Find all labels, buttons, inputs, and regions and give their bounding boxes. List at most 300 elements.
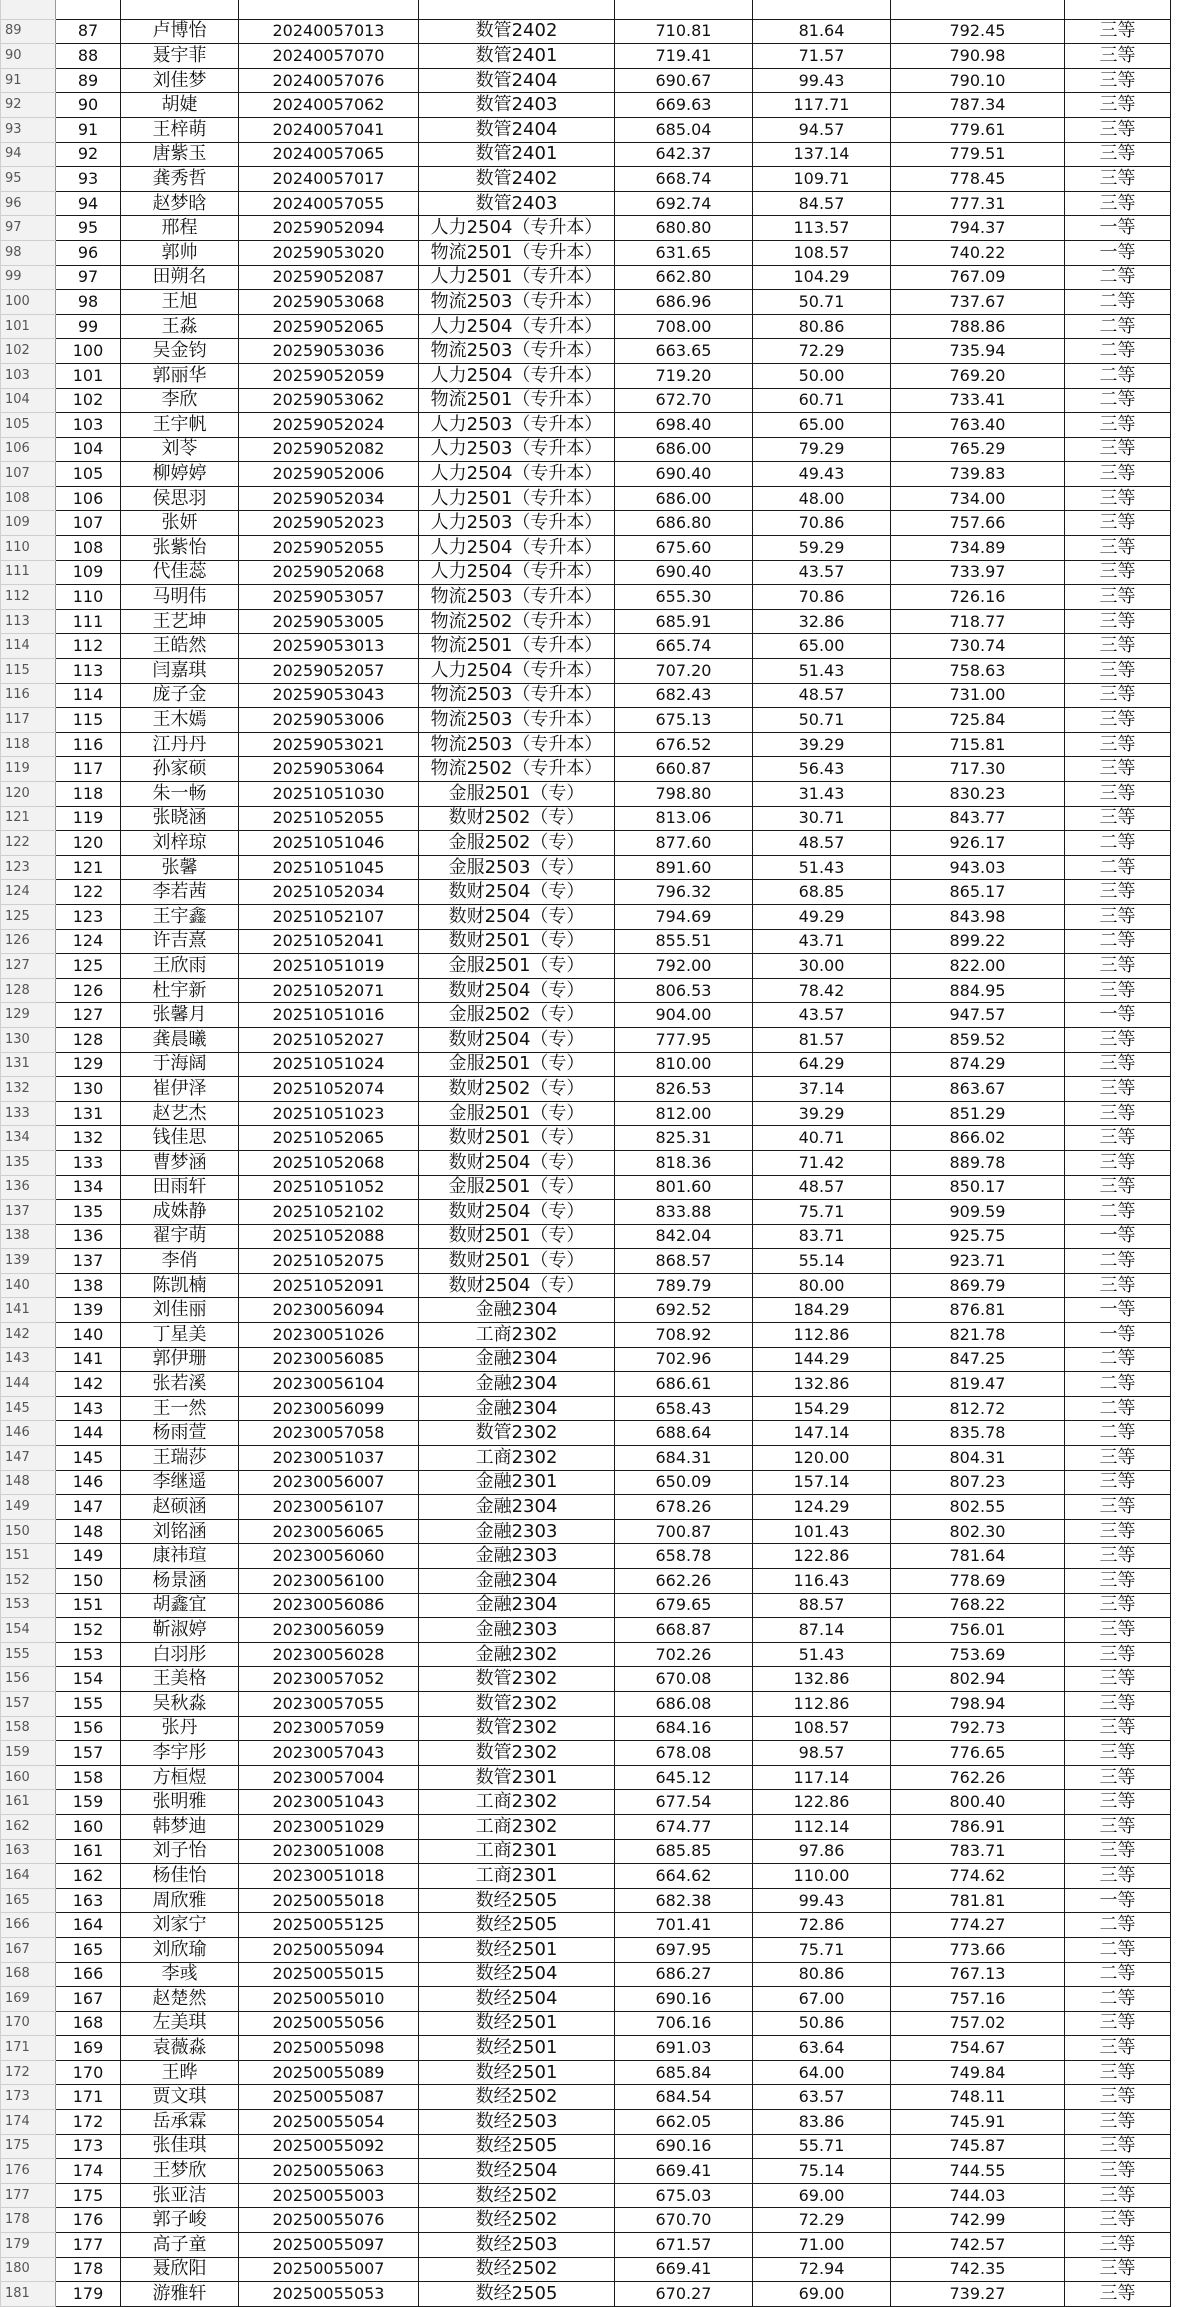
empty-cell[interactable] [1171, 1495, 1201, 1520]
row-header[interactable]: 139 [1, 1249, 56, 1274]
total-cell[interactable]: 749.84 [891, 2060, 1065, 2085]
total-cell[interactable]: 947.57 [891, 1003, 1065, 1028]
name-cell[interactable]: 王艺坤 [121, 609, 239, 634]
table-row[interactable] [1, 462, 1201, 487]
empty-cell[interactable] [1171, 1691, 1201, 1716]
student-id-cell[interactable]: 20251052074 [239, 1077, 419, 1102]
class-cell[interactable]: 工商2302 [419, 1814, 615, 1839]
serial-cell[interactable]: 174 [56, 2159, 121, 2184]
total-cell[interactable]: 757.66 [891, 511, 1065, 536]
class-cell[interactable]: 数经2504 [419, 1962, 615, 1987]
serial-cell[interactable]: 96 [56, 240, 121, 265]
class-cell[interactable]: 金融2302 [419, 1642, 615, 1667]
table-row[interactable] [1, 388, 1201, 413]
grade-cell[interactable]: 三等 [1065, 806, 1171, 831]
total-cell[interactable]: 774.62 [891, 1864, 1065, 1889]
empty-cell[interactable] [1171, 437, 1201, 462]
grade-cell[interactable]: 三等 [1065, 462, 1171, 487]
table-row[interactable] [1, 2159, 1201, 2184]
total-cell[interactable]: 744.55 [891, 2159, 1065, 2184]
score-a-cell[interactable]: 691.03 [615, 2036, 753, 2061]
grade-cell[interactable]: 三等 [1065, 1618, 1171, 1643]
total-cell[interactable]: 730.74 [891, 634, 1065, 659]
score-a-cell[interactable]: 684.31 [615, 1446, 753, 1471]
grade-cell[interactable]: 二等 [1065, 1987, 1171, 2012]
class-cell[interactable]: 数经2502 [419, 2257, 615, 2282]
grade-cell[interactable]: 三等 [1065, 2159, 1171, 2184]
cell[interactable] [615, 0, 753, 19]
serial-cell[interactable]: 110 [56, 585, 121, 610]
table-row[interactable] [1, 2110, 1201, 2135]
empty-cell[interactable] [1171, 2183, 1201, 2208]
grade-cell[interactable]: 三等 [1065, 44, 1171, 69]
total-cell[interactable]: 726.16 [891, 585, 1065, 610]
table-row[interactable] [1, 1888, 1201, 1913]
grade-cell[interactable]: 三等 [1065, 437, 1171, 462]
table-row[interactable] [1, 1347, 1201, 1372]
table-row[interactable] [1, 1003, 1201, 1028]
row-header[interactable]: 148 [1, 1470, 56, 1495]
row-header[interactable]: 102 [1, 339, 56, 364]
class-cell[interactable]: 工商2301 [419, 1864, 615, 1889]
student-id-cell[interactable]: 20259053020 [239, 240, 419, 265]
grade-cell[interactable]: 二等 [1065, 363, 1171, 388]
score-b-cell[interactable]: 71.00 [753, 2233, 891, 2258]
row-header[interactable]: 177 [1, 2183, 56, 2208]
empty-cell[interactable] [1171, 265, 1201, 290]
class-cell[interactable]: 数管2404 [419, 117, 615, 142]
row-header[interactable]: 163 [1, 1839, 56, 1864]
score-a-cell[interactable]: 702.26 [615, 1642, 753, 1667]
cell[interactable] [419, 0, 615, 19]
name-cell[interactable]: 刘梓琼 [121, 831, 239, 856]
grade-cell[interactable]: 三等 [1065, 2085, 1171, 2110]
grade-cell[interactable]: 三等 [1065, 1741, 1171, 1766]
score-b-cell[interactable]: 43.57 [753, 1003, 891, 1028]
row-header[interactable]: 147 [1, 1446, 56, 1471]
name-cell[interactable]: 杨佳怡 [121, 1864, 239, 1889]
row-header[interactable]: 133 [1, 1101, 56, 1126]
name-cell[interactable]: 岳承霖 [121, 2110, 239, 2135]
score-b-cell[interactable]: 112.86 [753, 1691, 891, 1716]
empty-cell[interactable] [1171, 536, 1201, 561]
row-header[interactable]: 128 [1, 978, 56, 1003]
empty-cell[interactable] [1171, 142, 1201, 167]
score-a-cell[interactable]: 674.77 [615, 1814, 753, 1839]
name-cell[interactable]: 贾文琪 [121, 2085, 239, 2110]
grade-cell[interactable]: 二等 [1065, 314, 1171, 339]
total-cell[interactable]: 869.79 [891, 1273, 1065, 1298]
class-cell[interactable]: 数财2501（专） [419, 1224, 615, 1249]
table-row[interactable] [1, 1027, 1201, 1052]
score-b-cell[interactable]: 39.29 [753, 732, 891, 757]
table-row[interactable] [1, 1150, 1201, 1175]
row-header[interactable]: 122 [1, 831, 56, 856]
score-b-cell[interactable]: 108.57 [753, 240, 891, 265]
class-cell[interactable]: 数财2504（专） [419, 1200, 615, 1225]
score-a-cell[interactable]: 842.04 [615, 1224, 753, 1249]
empty-cell[interactable] [1171, 2134, 1201, 2159]
class-cell[interactable]: 数管2302 [419, 1691, 615, 1716]
total-cell[interactable]: 757.02 [891, 2011, 1065, 2036]
grade-cell[interactable]: 三等 [1065, 68, 1171, 93]
class-cell[interactable]: 人力2501（专升本） [419, 265, 615, 290]
class-cell[interactable]: 人力2504（专升本） [419, 462, 615, 487]
student-id-cell[interactable]: 20251051019 [239, 954, 419, 979]
class-cell[interactable]: 金服2501（专） [419, 1052, 615, 1077]
table-row[interactable] [1, 683, 1201, 708]
row-header[interactable]: 149 [1, 1495, 56, 1520]
score-b-cell[interactable]: 75.71 [753, 1200, 891, 1225]
score-b-cell[interactable]: 40.71 [753, 1126, 891, 1151]
name-cell[interactable]: 朱一畅 [121, 782, 239, 807]
empty-cell[interactable] [1171, 1126, 1201, 1151]
grade-cell[interactable]: 三等 [1065, 1642, 1171, 1667]
score-a-cell[interactable]: 710.81 [615, 19, 753, 44]
student-id-cell[interactable]: 20240057055 [239, 191, 419, 216]
student-id-cell[interactable]: 20251052071 [239, 978, 419, 1003]
score-b-cell[interactable]: 113.57 [753, 216, 891, 241]
table-row[interactable] [1, 2233, 1201, 2258]
total-cell[interactable]: 786.91 [891, 1814, 1065, 1839]
serial-cell[interactable]: 126 [56, 978, 121, 1003]
score-b-cell[interactable]: 72.94 [753, 2257, 891, 2282]
grade-cell[interactable]: 二等 [1065, 1962, 1171, 1987]
serial-cell[interactable]: 106 [56, 486, 121, 511]
empty-cell[interactable] [1171, 1323, 1201, 1348]
student-id-cell[interactable]: 20250055018 [239, 1888, 419, 1913]
table-row[interactable] [1, 659, 1201, 684]
score-b-cell[interactable]: 70.86 [753, 585, 891, 610]
serial-cell[interactable]: 173 [56, 2134, 121, 2159]
score-a-cell[interactable]: 692.74 [615, 191, 753, 216]
student-id-cell[interactable]: 20230056065 [239, 1519, 419, 1544]
empty-cell[interactable] [1171, 191, 1201, 216]
grade-cell[interactable]: 三等 [1065, 1839, 1171, 1864]
score-a-cell[interactable]: 677.54 [615, 1790, 753, 1815]
empty-cell[interactable] [1171, 1839, 1201, 1864]
class-cell[interactable]: 物流2503（专升本） [419, 339, 615, 364]
name-cell[interactable]: 李俏 [121, 1249, 239, 1274]
table-row[interactable] [1, 1101, 1201, 1126]
row-header[interactable]: 127 [1, 954, 56, 979]
score-b-cell[interactable]: 132.86 [753, 1667, 891, 1692]
total-cell[interactable]: 925.75 [891, 1224, 1065, 1249]
empty-cell[interactable] [1171, 167, 1201, 192]
class-cell[interactable]: 工商2301 [419, 1839, 615, 1864]
name-cell[interactable]: 闫嘉琪 [121, 659, 239, 684]
score-a-cell[interactable]: 685.85 [615, 1839, 753, 1864]
serial-cell[interactable]: 99 [56, 314, 121, 339]
score-b-cell[interactable]: 43.71 [753, 929, 891, 954]
student-id-cell[interactable]: 20251051046 [239, 831, 419, 856]
grade-cell[interactable]: 三等 [1065, 2208, 1171, 2233]
serial-cell[interactable]: 167 [56, 1987, 121, 2012]
score-b-cell[interactable]: 122.86 [753, 1544, 891, 1569]
empty-cell[interactable] [1171, 1987, 1201, 2012]
score-a-cell[interactable]: 708.00 [615, 314, 753, 339]
table-row[interactable] [1, 978, 1201, 1003]
empty-cell[interactable] [1171, 2110, 1201, 2135]
table-row[interactable] [1, 904, 1201, 929]
row-header[interactable]: 174 [1, 2110, 56, 2135]
serial-cell[interactable]: 124 [56, 929, 121, 954]
row-header[interactable]: 99 [1, 265, 56, 290]
score-a-cell[interactable]: 855.51 [615, 929, 753, 954]
student-id-cell[interactable]: 20230056086 [239, 1593, 419, 1618]
table-row[interactable] [1, 2183, 1201, 2208]
score-b-cell[interactable]: 83.86 [753, 2110, 891, 2135]
table-row[interactable] [1, 413, 1201, 438]
empty-cell[interactable] [1171, 2208, 1201, 2233]
score-b-cell[interactable]: 112.86 [753, 1323, 891, 1348]
score-a-cell[interactable]: 672.70 [615, 388, 753, 413]
name-cell[interactable]: 曹梦涵 [121, 1150, 239, 1175]
empty-cell[interactable] [1171, 1249, 1201, 1274]
serial-cell[interactable]: 179 [56, 2282, 121, 2307]
score-a-cell[interactable]: 655.30 [615, 585, 753, 610]
table-row[interactable] [1, 511, 1201, 536]
student-id-cell[interactable]: 20250055007 [239, 2257, 419, 2282]
class-cell[interactable]: 金融2304 [419, 1396, 615, 1421]
row-header[interactable]: 104 [1, 388, 56, 413]
class-cell[interactable]: 数经2502 [419, 2085, 615, 2110]
class-cell[interactable]: 人力2504（专升本） [419, 363, 615, 388]
score-a-cell[interactable]: 631.65 [615, 240, 753, 265]
table-row-partial[interactable] [1, 0, 1201, 19]
student-id-cell[interactable]: 20251051016 [239, 1003, 419, 1028]
score-a-cell[interactable]: 675.60 [615, 536, 753, 561]
name-cell[interactable]: 庞子金 [121, 683, 239, 708]
class-cell[interactable]: 金融2304 [419, 1569, 615, 1594]
total-cell[interactable]: 792.73 [891, 1716, 1065, 1741]
score-a-cell[interactable]: 826.53 [615, 1077, 753, 1102]
student-id-cell[interactable]: 20240057062 [239, 93, 419, 118]
empty-cell[interactable] [1171, 1150, 1201, 1175]
score-a-cell[interactable]: 690.16 [615, 1987, 753, 2012]
student-id-cell[interactable]: 20230056060 [239, 1544, 419, 1569]
student-id-cell[interactable]: 20259053006 [239, 708, 419, 733]
empty-cell[interactable] [1171, 634, 1201, 659]
student-id-cell[interactable]: 20230056099 [239, 1396, 419, 1421]
name-cell[interactable]: 张明雅 [121, 1790, 239, 1815]
grade-cell[interactable]: 三等 [1065, 1691, 1171, 1716]
student-id-cell[interactable]: 20230051026 [239, 1323, 419, 1348]
score-b-cell[interactable]: 67.00 [753, 1987, 891, 2012]
score-a-cell[interactable]: 806.53 [615, 978, 753, 1003]
name-cell[interactable]: 刘佳丽 [121, 1298, 239, 1323]
score-a-cell[interactable]: 698.40 [615, 413, 753, 438]
serial-cell[interactable]: 153 [56, 1642, 121, 1667]
row-header[interactable]: 94 [1, 142, 56, 167]
serial-cell[interactable]: 111 [56, 609, 121, 634]
student-id-cell[interactable]: 20250055098 [239, 2036, 419, 2061]
class-cell[interactable]: 金融2303 [419, 1618, 615, 1643]
total-cell[interactable]: 876.81 [891, 1298, 1065, 1323]
grade-cell[interactable]: 三等 [1065, 1593, 1171, 1618]
total-cell[interactable]: 758.63 [891, 659, 1065, 684]
student-id-cell[interactable]: 20240057017 [239, 167, 419, 192]
name-cell[interactable]: 刘家宁 [121, 1913, 239, 1938]
row-header[interactable]: 106 [1, 437, 56, 462]
row-header[interactable]: 105 [1, 413, 56, 438]
table-row[interactable] [1, 708, 1201, 733]
row-header[interactable]: 172 [1, 2060, 56, 2085]
score-a-cell[interactable]: 719.20 [615, 363, 753, 388]
name-cell[interactable]: 王旭 [121, 290, 239, 315]
name-cell[interactable]: 陈凯楠 [121, 1273, 239, 1298]
total-cell[interactable]: 874.29 [891, 1052, 1065, 1077]
score-b-cell[interactable]: 64.00 [753, 2060, 891, 2085]
grade-cell[interactable]: 三等 [1065, 1470, 1171, 1495]
row-header[interactable]: 169 [1, 1987, 56, 2012]
score-b-cell[interactable]: 184.29 [753, 1298, 891, 1323]
row-header[interactable]: 142 [1, 1323, 56, 1348]
total-cell[interactable]: 790.10 [891, 68, 1065, 93]
grade-cell[interactable]: 三等 [1065, 904, 1171, 929]
class-cell[interactable]: 数财2504（专） [419, 880, 615, 905]
score-a-cell[interactable]: 794.69 [615, 904, 753, 929]
row-header[interactable]: 96 [1, 191, 56, 216]
table-row[interactable] [1, 634, 1201, 659]
name-cell[interactable]: 王一然 [121, 1396, 239, 1421]
grade-cell[interactable]: 三等 [1065, 2282, 1171, 2307]
total-cell[interactable]: 767.13 [891, 1962, 1065, 1987]
serial-cell[interactable]: 119 [56, 806, 121, 831]
empty-cell[interactable] [1171, 2011, 1201, 2036]
student-id-cell[interactable]: 20251052027 [239, 1027, 419, 1052]
student-id-cell[interactable]: 20251052055 [239, 806, 419, 831]
total-cell[interactable]: 734.00 [891, 486, 1065, 511]
score-a-cell[interactable]: 719.41 [615, 44, 753, 69]
row-header[interactable]: 135 [1, 1150, 56, 1175]
table-row[interactable] [1, 265, 1201, 290]
table-row[interactable] [1, 1224, 1201, 1249]
student-id-cell[interactable]: 20230051043 [239, 1790, 419, 1815]
name-cell[interactable]: 王瑞莎 [121, 1446, 239, 1471]
empty-cell[interactable] [1171, 1298, 1201, 1323]
serial-cell[interactable]: 141 [56, 1347, 121, 1372]
table-row[interactable] [1, 1864, 1201, 1889]
name-cell[interactable]: 田朔名 [121, 265, 239, 290]
class-cell[interactable]: 人力2503（专升本） [419, 511, 615, 536]
score-a-cell[interactable]: 700.87 [615, 1519, 753, 1544]
score-a-cell[interactable]: 707.20 [615, 659, 753, 684]
class-cell[interactable]: 数经2503 [419, 2233, 615, 2258]
student-id-cell[interactable]: 20230057043 [239, 1741, 419, 1766]
total-cell[interactable]: 926.17 [891, 831, 1065, 856]
grade-cell[interactable]: 三等 [1065, 757, 1171, 782]
name-cell[interactable]: 郭帅 [121, 240, 239, 265]
table-row[interactable] [1, 167, 1201, 192]
score-a-cell[interactable]: 810.00 [615, 1052, 753, 1077]
serial-cell[interactable]: 145 [56, 1446, 121, 1471]
score-b-cell[interactable]: 117.14 [753, 1765, 891, 1790]
serial-cell[interactable]: 137 [56, 1249, 121, 1274]
name-cell[interactable]: 柳婷婷 [121, 462, 239, 487]
grade-cell[interactable]: 三等 [1065, 954, 1171, 979]
name-cell[interactable]: 崔伊泽 [121, 1077, 239, 1102]
serial-cell[interactable]: 100 [56, 339, 121, 364]
class-cell[interactable]: 金服2501（专） [419, 782, 615, 807]
serial-cell[interactable]: 122 [56, 880, 121, 905]
table-row[interactable] [1, 1298, 1201, 1323]
class-cell[interactable]: 数经2505 [419, 1888, 615, 1913]
empty-cell[interactable] [1171, 1962, 1201, 1987]
serial-cell[interactable]: 125 [56, 954, 121, 979]
row-header[interactable] [1, 0, 56, 19]
score-b-cell[interactable]: 68.85 [753, 880, 891, 905]
student-id-cell[interactable]: 20259053005 [239, 609, 419, 634]
empty-cell[interactable] [1171, 855, 1201, 880]
class-cell[interactable]: 人力2504（专升本） [419, 314, 615, 339]
row-header[interactable]: 132 [1, 1077, 56, 1102]
score-b-cell[interactable]: 80.86 [753, 314, 891, 339]
row-header[interactable]: 160 [1, 1765, 56, 1790]
name-cell[interactable]: 邢程 [121, 216, 239, 241]
student-id-cell[interactable]: 20250055056 [239, 2011, 419, 2036]
empty-cell[interactable] [1171, 1814, 1201, 1839]
serial-cell[interactable]: 116 [56, 732, 121, 757]
student-id-cell[interactable]: 20251052068 [239, 1150, 419, 1175]
score-a-cell[interactable]: 668.74 [615, 167, 753, 192]
class-cell[interactable]: 物流2502（专升本） [419, 609, 615, 634]
name-cell[interactable]: 王梓萌 [121, 117, 239, 142]
row-header[interactable]: 180 [1, 2257, 56, 2282]
name-cell[interactable]: 康祎瑄 [121, 1544, 239, 1569]
row-header[interactable]: 162 [1, 1814, 56, 1839]
serial-cell[interactable]: 168 [56, 2011, 121, 2036]
serial-cell[interactable]: 177 [56, 2233, 121, 2258]
class-cell[interactable]: 数经2501 [419, 1937, 615, 1962]
empty-cell[interactable] [1171, 1765, 1201, 1790]
score-b-cell[interactable]: 98.57 [753, 1741, 891, 1766]
class-cell[interactable]: 人力2504（专升本） [419, 536, 615, 561]
empty-cell[interactable] [1171, 1077, 1201, 1102]
row-header[interactable]: 164 [1, 1864, 56, 1889]
class-cell[interactable]: 工商2302 [419, 1323, 615, 1348]
score-a-cell[interactable]: 868.57 [615, 1249, 753, 1274]
score-a-cell[interactable]: 690.67 [615, 68, 753, 93]
name-cell[interactable]: 靳淑婷 [121, 1618, 239, 1643]
class-cell[interactable]: 数管2302 [419, 1741, 615, 1766]
grade-cell[interactable]: 三等 [1065, 1814, 1171, 1839]
table-row[interactable] [1, 1126, 1201, 1151]
table-row[interactable] [1, 1249, 1201, 1274]
serial-cell[interactable]: 113 [56, 659, 121, 684]
row-header[interactable]: 121 [1, 806, 56, 831]
name-cell[interactable]: 吴金钧 [121, 339, 239, 364]
score-b-cell[interactable]: 37.14 [753, 1077, 891, 1102]
empty-cell[interactable] [1171, 0, 1201, 19]
score-a-cell[interactable]: 658.78 [615, 1544, 753, 1569]
score-b-cell[interactable]: 80.00 [753, 1273, 891, 1298]
class-cell[interactable]: 数经2505 [419, 2282, 615, 2307]
student-id-cell[interactable]: 20230057052 [239, 1667, 419, 1692]
class-cell[interactable]: 金融2303 [419, 1519, 615, 1544]
empty-cell[interactable] [1171, 44, 1201, 69]
class-cell[interactable]: 数经2502 [419, 2183, 615, 2208]
student-id-cell[interactable]: 20250055089 [239, 2060, 419, 2085]
table-row[interactable] [1, 486, 1201, 511]
student-id-cell[interactable]: 20259053064 [239, 757, 419, 782]
grade-cell[interactable]: 一等 [1065, 1323, 1171, 1348]
name-cell[interactable]: 张馨 [121, 855, 239, 880]
grade-cell[interactable]: 三等 [1065, 683, 1171, 708]
table-row[interactable] [1, 2085, 1201, 2110]
grade-cell[interactable]: 三等 [1065, 191, 1171, 216]
empty-cell[interactable] [1171, 683, 1201, 708]
